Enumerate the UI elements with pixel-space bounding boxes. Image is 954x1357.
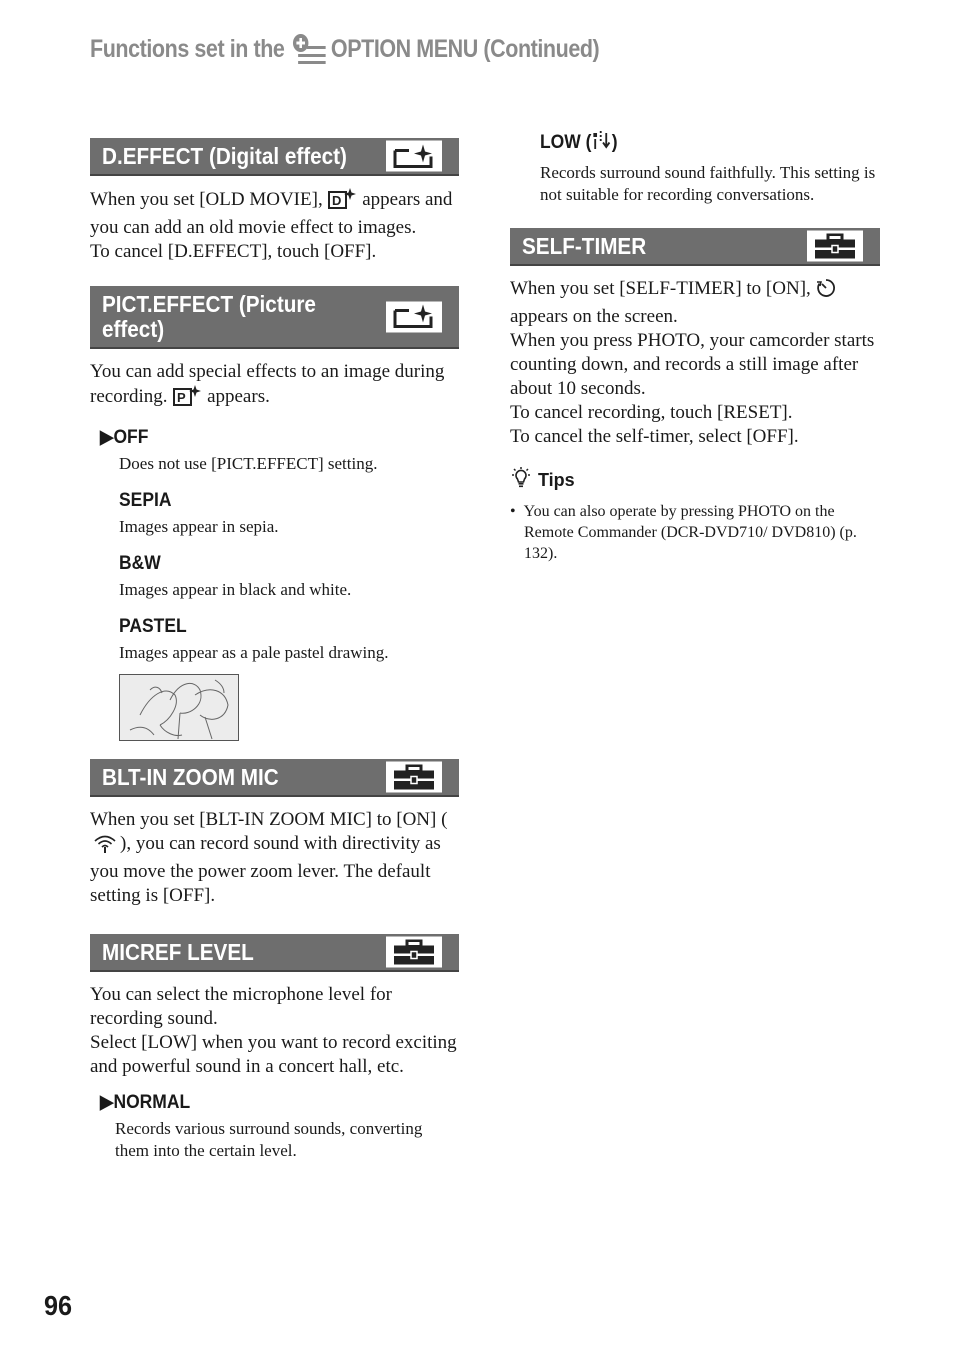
option-off-title bbox=[100, 427, 430, 449]
option-normal-name: NORMAL bbox=[113, 1092, 191, 1113]
pict-effect-title: PICT.EFFECT (Picture effect) bbox=[102, 291, 316, 342]
default-marker: ▶ bbox=[100, 1092, 114, 1113]
pict-effect-text-a: You can add special effects to an image during recording. bbox=[90, 361, 445, 407]
toolbox-icon bbox=[386, 937, 442, 968]
mic-low-icon bbox=[591, 130, 611, 156]
option-low-name-a: LOW ( bbox=[540, 132, 592, 153]
option-pastel-name: PASTEL bbox=[119, 616, 187, 637]
title-suffix: OPTION MENU (Continued) bbox=[330, 35, 600, 63]
page-number: 96 bbox=[44, 1290, 73, 1321]
self-timer-text-2: When you press PHOTO, your camcorder starts counting down, and records a still image after about 10 seconds. bbox=[510, 330, 875, 399]
lightbulb-icon bbox=[510, 467, 532, 494]
d-effect-body bbox=[90, 187, 459, 264]
option-low-title bbox=[540, 130, 853, 156]
pict-effect-header bbox=[90, 286, 459, 349]
d-effect-header bbox=[90, 138, 459, 176]
tips-item-text: You can also operate by pressing PHOTO on the Remote Commander (DCR-DVD710/ DVD810) (p. 132). bbox=[523, 503, 857, 562]
picture-effect-icon bbox=[172, 384, 202, 413]
toolbox-icon bbox=[386, 762, 442, 793]
d-effect-text-2: To cancel [D.EFFECT], touch [OFF]. bbox=[90, 241, 377, 262]
self-timer-text-1a: When you set [SELF-TIMER] to [ON], bbox=[510, 278, 811, 299]
option-pastel-desc: Images appear as a pale pastel drawing. bbox=[119, 643, 389, 662]
svg-text:P: P bbox=[177, 390, 186, 405]
pict-effect-options bbox=[90, 427, 459, 741]
zoom-mic-header bbox=[90, 759, 459, 797]
pict-effect-text bbox=[90, 360, 459, 413]
d-effect-text-1a: When you set [OLD MOVIE], bbox=[90, 189, 323, 210]
self-timer-text-1 bbox=[510, 277, 880, 329]
camera-sparkle-icon bbox=[386, 301, 442, 332]
d-effect-title: D.EFFECT (Digital effect) bbox=[102, 142, 347, 169]
micref-title: MICREF LEVEL bbox=[102, 938, 254, 965]
old-movie-icon bbox=[327, 187, 357, 216]
right-column bbox=[510, 130, 880, 564]
self-timer-header bbox=[510, 228, 880, 266]
camera-sparkle-icon bbox=[386, 141, 442, 172]
toolbox-icon bbox=[807, 231, 863, 262]
option-pastel bbox=[100, 616, 459, 741]
option-sepia bbox=[100, 490, 459, 538]
option-low-desc: Records surround sound faithfully. This setting is not suitable for recording conversations. bbox=[540, 163, 876, 204]
default-marker: ▶ bbox=[100, 427, 114, 448]
micref-body bbox=[90, 983, 459, 1079]
micref-header bbox=[90, 934, 459, 972]
option-normal-desc: Records various surround sounds, converting them into the certain level. bbox=[115, 1119, 423, 1160]
tips-bullet: • bbox=[510, 503, 516, 520]
tips-section bbox=[510, 467, 880, 564]
d-effect-text-1 bbox=[90, 187, 459, 240]
option-bw-desc: Images appear in black and white. bbox=[119, 580, 352, 599]
option-off-name: OFF bbox=[113, 427, 149, 448]
self-timer-icon bbox=[816, 278, 836, 305]
tips-item bbox=[510, 501, 880, 564]
pict-effect-text-b: appears. bbox=[207, 386, 270, 407]
option-sepia-name: SEPIA bbox=[119, 490, 172, 511]
option-off-desc: Does not use [PICT.EFFECT] setting. bbox=[119, 454, 378, 473]
d-effect-text-1b: appears and you can add an old movie effect to images. bbox=[90, 189, 453, 238]
micref-text-1: You can select the microphone level for recording sound. bbox=[90, 984, 392, 1029]
self-timer-title: SELF-TIMER bbox=[522, 232, 647, 259]
zoom-mic-text-a: When you set [BLT-IN ZOOM MIC] to [ON] ( bbox=[90, 809, 448, 830]
tips-title bbox=[510, 467, 880, 494]
pastel-sample-image bbox=[119, 674, 239, 741]
left-column bbox=[90, 138, 459, 1162]
page-title bbox=[90, 30, 599, 64]
option-sepia-desc: Images appear in sepia. bbox=[119, 517, 279, 536]
svg-text:D: D bbox=[332, 193, 342, 208]
option-bw bbox=[100, 553, 459, 601]
self-timer-body bbox=[510, 277, 880, 449]
option-off bbox=[100, 427, 459, 475]
zoom-mic-text-b: ), you can record sound with directivity as you move the power zoom lever. The default setting is [OFF]. bbox=[90, 833, 441, 906]
zoom-mic-text bbox=[90, 808, 459, 908]
micref-text-2: Select [LOW] when you want to record exciting and powerful sound in a concert hall, etc. bbox=[90, 1032, 457, 1077]
option-bw-name: B&W bbox=[119, 553, 161, 574]
option-low bbox=[510, 130, 880, 206]
title-prefix: Functions set in the bbox=[90, 35, 285, 63]
zoom-mic-icon bbox=[90, 833, 120, 860]
option-normal bbox=[90, 1092, 459, 1162]
option-menu-icon bbox=[291, 32, 327, 66]
zoom-mic-body bbox=[90, 808, 459, 908]
pict-effect-body bbox=[90, 360, 459, 413]
option-low-name-b: ) bbox=[611, 132, 618, 153]
self-timer-text-1b: appears on the screen. bbox=[510, 306, 678, 327]
option-normal-title bbox=[100, 1092, 430, 1114]
self-timer-text-4: To cancel the self-timer, select [OFF]. bbox=[510, 426, 799, 447]
tips-title-text: Tips bbox=[538, 470, 575, 490]
zoom-mic-title: BLT-IN ZOOM MIC bbox=[102, 763, 279, 790]
self-timer-text-3: To cancel recording, touch [RESET]. bbox=[510, 402, 793, 423]
